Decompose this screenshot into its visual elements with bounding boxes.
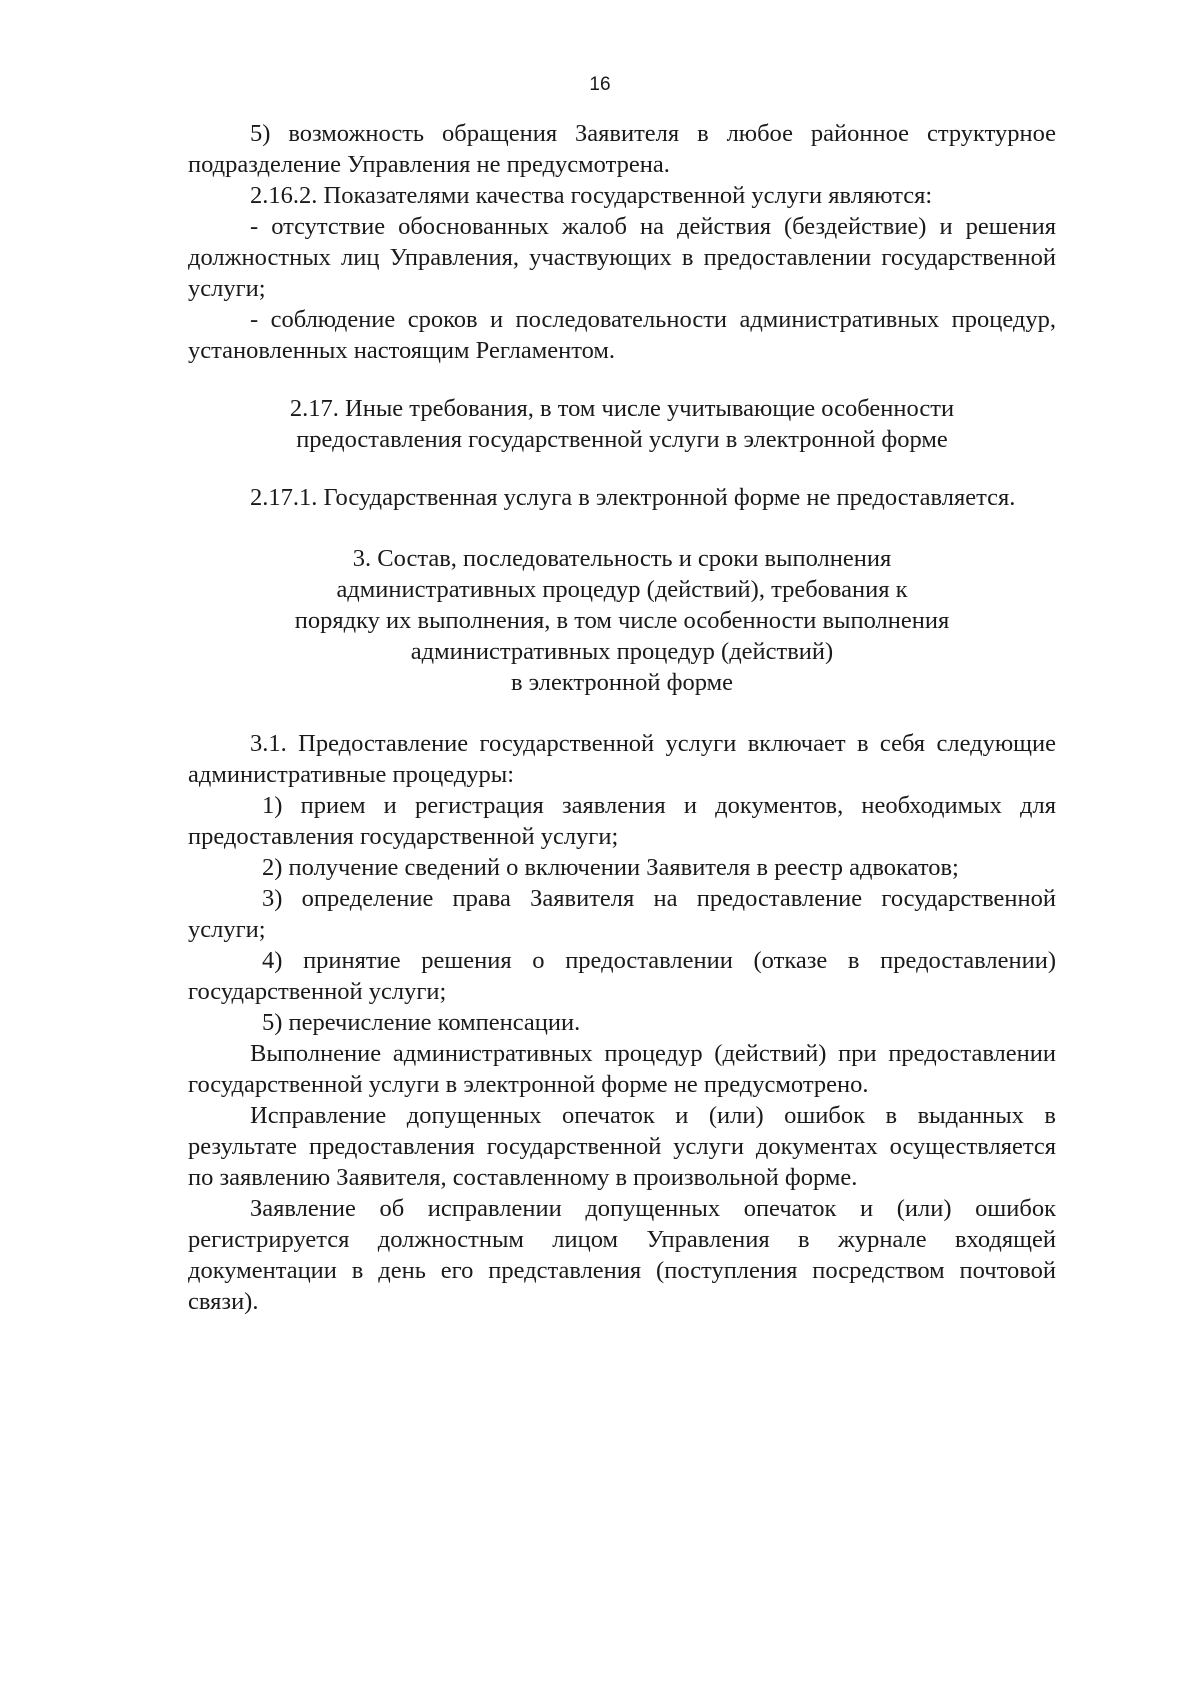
procedure-item-4: 4) принятие решения о предоставлении (отказе в предоставлении) государственной услуги; xyxy=(188,947,1056,1005)
heading-3-line-5: в электронной форме xyxy=(510,669,734,696)
paragraph-item-5-appeal: 5) возможность обращения Заявителя в любое районное структурное подразделение Управления не предусмотрена. xyxy=(188,120,1056,178)
paragraph-typo-correction: Исправление допущенных опечаток и (или) ошибок в выданных в результате предоставления государственной услуги документах осуществляется по заявлению Заявителя, составленному в произвольной форме. xyxy=(188,1102,1056,1191)
paragraph-no-complaints: - отсутствие обоснованных жалоб на действия (бездействие) и решения должностных лиц Управления, участвующих в предоставлении государственной услуги; xyxy=(188,213,1056,302)
heading-3-line-3: порядку их выполнения, в том числе особенности выполнения xyxy=(294,607,950,634)
procedure-item-3: 3) определение права Заявителя на предоставление государственной услуги; xyxy=(188,885,1056,943)
heading-3-line-4: административных процедур (действий) xyxy=(410,638,834,665)
section-heading-3 xyxy=(188,543,1056,698)
procedure-item-2: 2) получение сведений о включении Заявителя в реестр адвокатов; xyxy=(262,854,959,881)
paragraph-2-17-1: 2.17.1. Государственная услуга в электронной форме не предоставляется. xyxy=(250,484,1016,511)
heading-2-17-line-2: предоставления государственной услуги в электронной форме xyxy=(296,426,948,453)
procedure-item-5: 5) перечисление компенсации. xyxy=(262,1009,581,1036)
page-number: 16 xyxy=(589,74,611,95)
paragraph-correction-registration: Заявление об исправлении допущенных опечаток и (или) ошибок регистрируется должностным лицом Управления в журнале входящей документации в день его представления (поступления посредством почтовой связи). xyxy=(188,1195,1056,1315)
procedure-item-1: 1) прием и регистрация заявления и документов, необходимых для предоставления государственной услуги; xyxy=(188,792,1056,850)
paragraph-electronic-not-provided: Выполнение административных процедур (действий) при предоставлении государственной услуги в электронной форме не предусмотрено. xyxy=(188,1040,1056,1098)
paragraph-3-1: 3.1. Предоставление государственной услуги включает в себя следующие административные процедуры: xyxy=(188,730,1056,788)
paragraph-2-16-2-quality-indicators: 2.16.2. Показателями качества государственной услуги являются: xyxy=(250,182,933,209)
document-body xyxy=(188,118,1056,1317)
section-heading-2-17 xyxy=(188,393,1056,455)
heading-3-line-2: административных процедур (действий), требования к xyxy=(336,576,908,603)
paragraph-deadlines-compliance: - соблюдение сроков и последовательности административных процедур, установленных настоящим Регламентом. xyxy=(188,306,1056,364)
heading-2-17-line-1: 2.17. Иные требования, в том числе учитывающие особенности xyxy=(289,395,955,422)
heading-3-line-1: 3. Состав, последовательность и сроки выполнения xyxy=(352,545,892,572)
